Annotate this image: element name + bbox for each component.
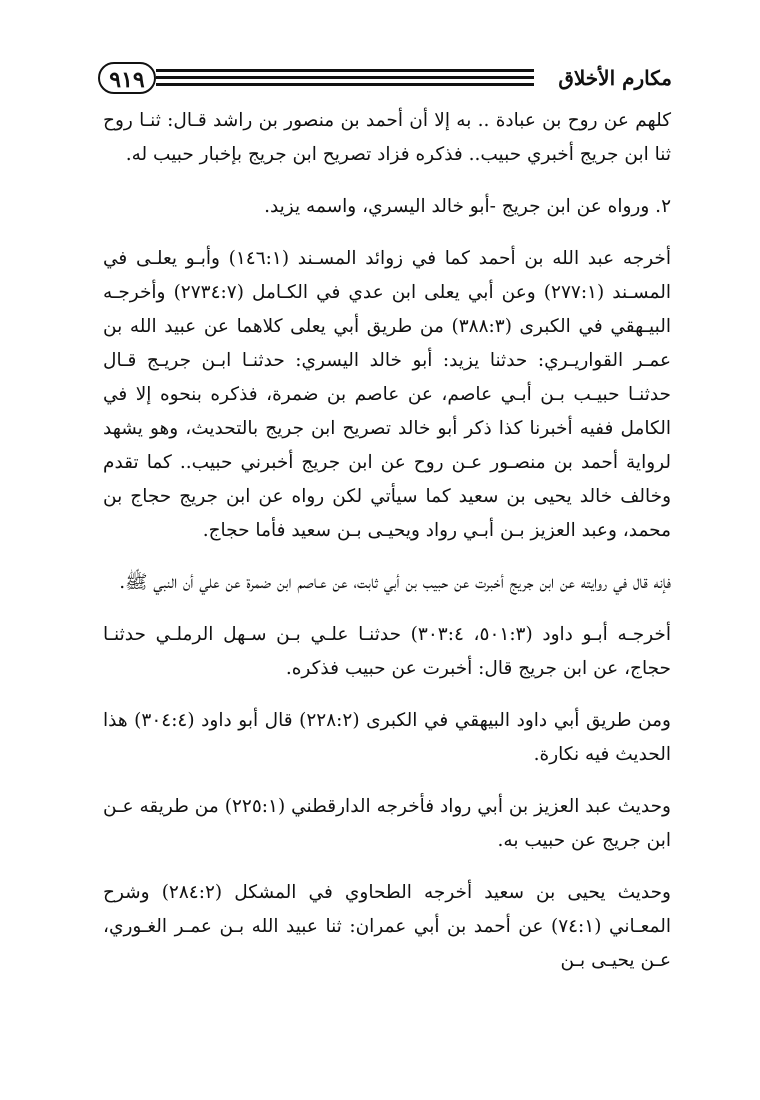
paragraph: أخرجـه أبـو داود (٥٠١:٣، ٣٠٣:٤) حدثنـا علـي بـن سـهل الرملـي حدثنـا حجاج، عن ابن جريج قال: أخبرت عن حبيب فذكره.	[103, 624, 672, 679]
paragraph: وحديث عبد العزيز بن أبي رواد فأخرجه الدارقطني (٢٢٥:١) من طريقه عـن ابن جريج عن حبيب به.	[103, 796, 671, 851]
paragraph: وحديث يحيى بن سعيد أخرجه الطحاوي في المشكل (٢٨٤:٢) وشرح المعـاني (٧٤:١) عن أحمد بن أبي عمران: ثنا عبيد الله بـن عمـر الغـوري، عـن يحيـى بـن	[103, 882, 672, 971]
paragraph: ومن طريق أبي داود البيهقي في الكبرى (٢٢٨:٢) قال أبو داود (٣٠٤:٤) هذا الحديث فيه نكارة.	[103, 710, 671, 765]
body-text	[103, 104, 671, 996]
paragraph: كلهم عن روح بن عبادة .. به إلا أن أحمد بن منصور بن راشد قـال: ثنـا روح ثنا ابن جريج أخبري حبيب.. فذكره فزاد تصريح ابن جريج بإخبار حبيب له.	[103, 110, 671, 165]
paragraph: ٢. ورواه عن ابن جريج -أبو خالد اليسري، واسمه يزيد.	[264, 196, 671, 217]
paragraph: فإنه قال في روايته عن ابن جريج أخبرت عن حبيب بن أبي ثابت، عن عـاصم ابن ضمرة عن علي أن النبي ﷺ.	[119, 572, 671, 593]
header-rule	[156, 83, 534, 86]
page-number: ٩١٩	[98, 62, 156, 94]
running-header	[98, 62, 672, 96]
book-title: مكارم الأخلاق	[558, 66, 672, 90]
paragraph: أخرجه عبد الله بن أحمد كما في زوائد المسـند (١٤٦:١) وأبـو يعلـى في المسـند (٢٧٧:١) وعن أبي يعلى ابن عدي في الكـامل (٢٧٣٤:٧) وأخرجـه البيـهقي في الكبرى (٣٨٨:٣) من طريق أبي يعلى كلاهما عن عبيد الله بن عمـر القواريـري: حدثنا يزيد: أبو خالد اليسري: حدثنـا ابـن جريـج قـال حدثنـا حبيـب بـن أبـي عاصم، عن عاصم بن ضمرة، فذكره بنحوه إلا في الكامل ففيه أخبرنا كذا ذكر أبو خالد تصريح ابن جريج بالتحديث، وهو يشهد لرواية أحمد بن منصـور عـن روح عن ابن جريج أخبرني حبيب.. كما تقدم وخالف خالد يحيى بن سعيد كما سيأتي لكن رواه عن ابن جريج حجاج بن محمد، وعبد العزيز بـن أبـي رواد ويحيـى بـن سعيد فأما حجاج.	[103, 248, 671, 541]
header-rule	[156, 76, 534, 79]
header-rule	[156, 69, 534, 72]
